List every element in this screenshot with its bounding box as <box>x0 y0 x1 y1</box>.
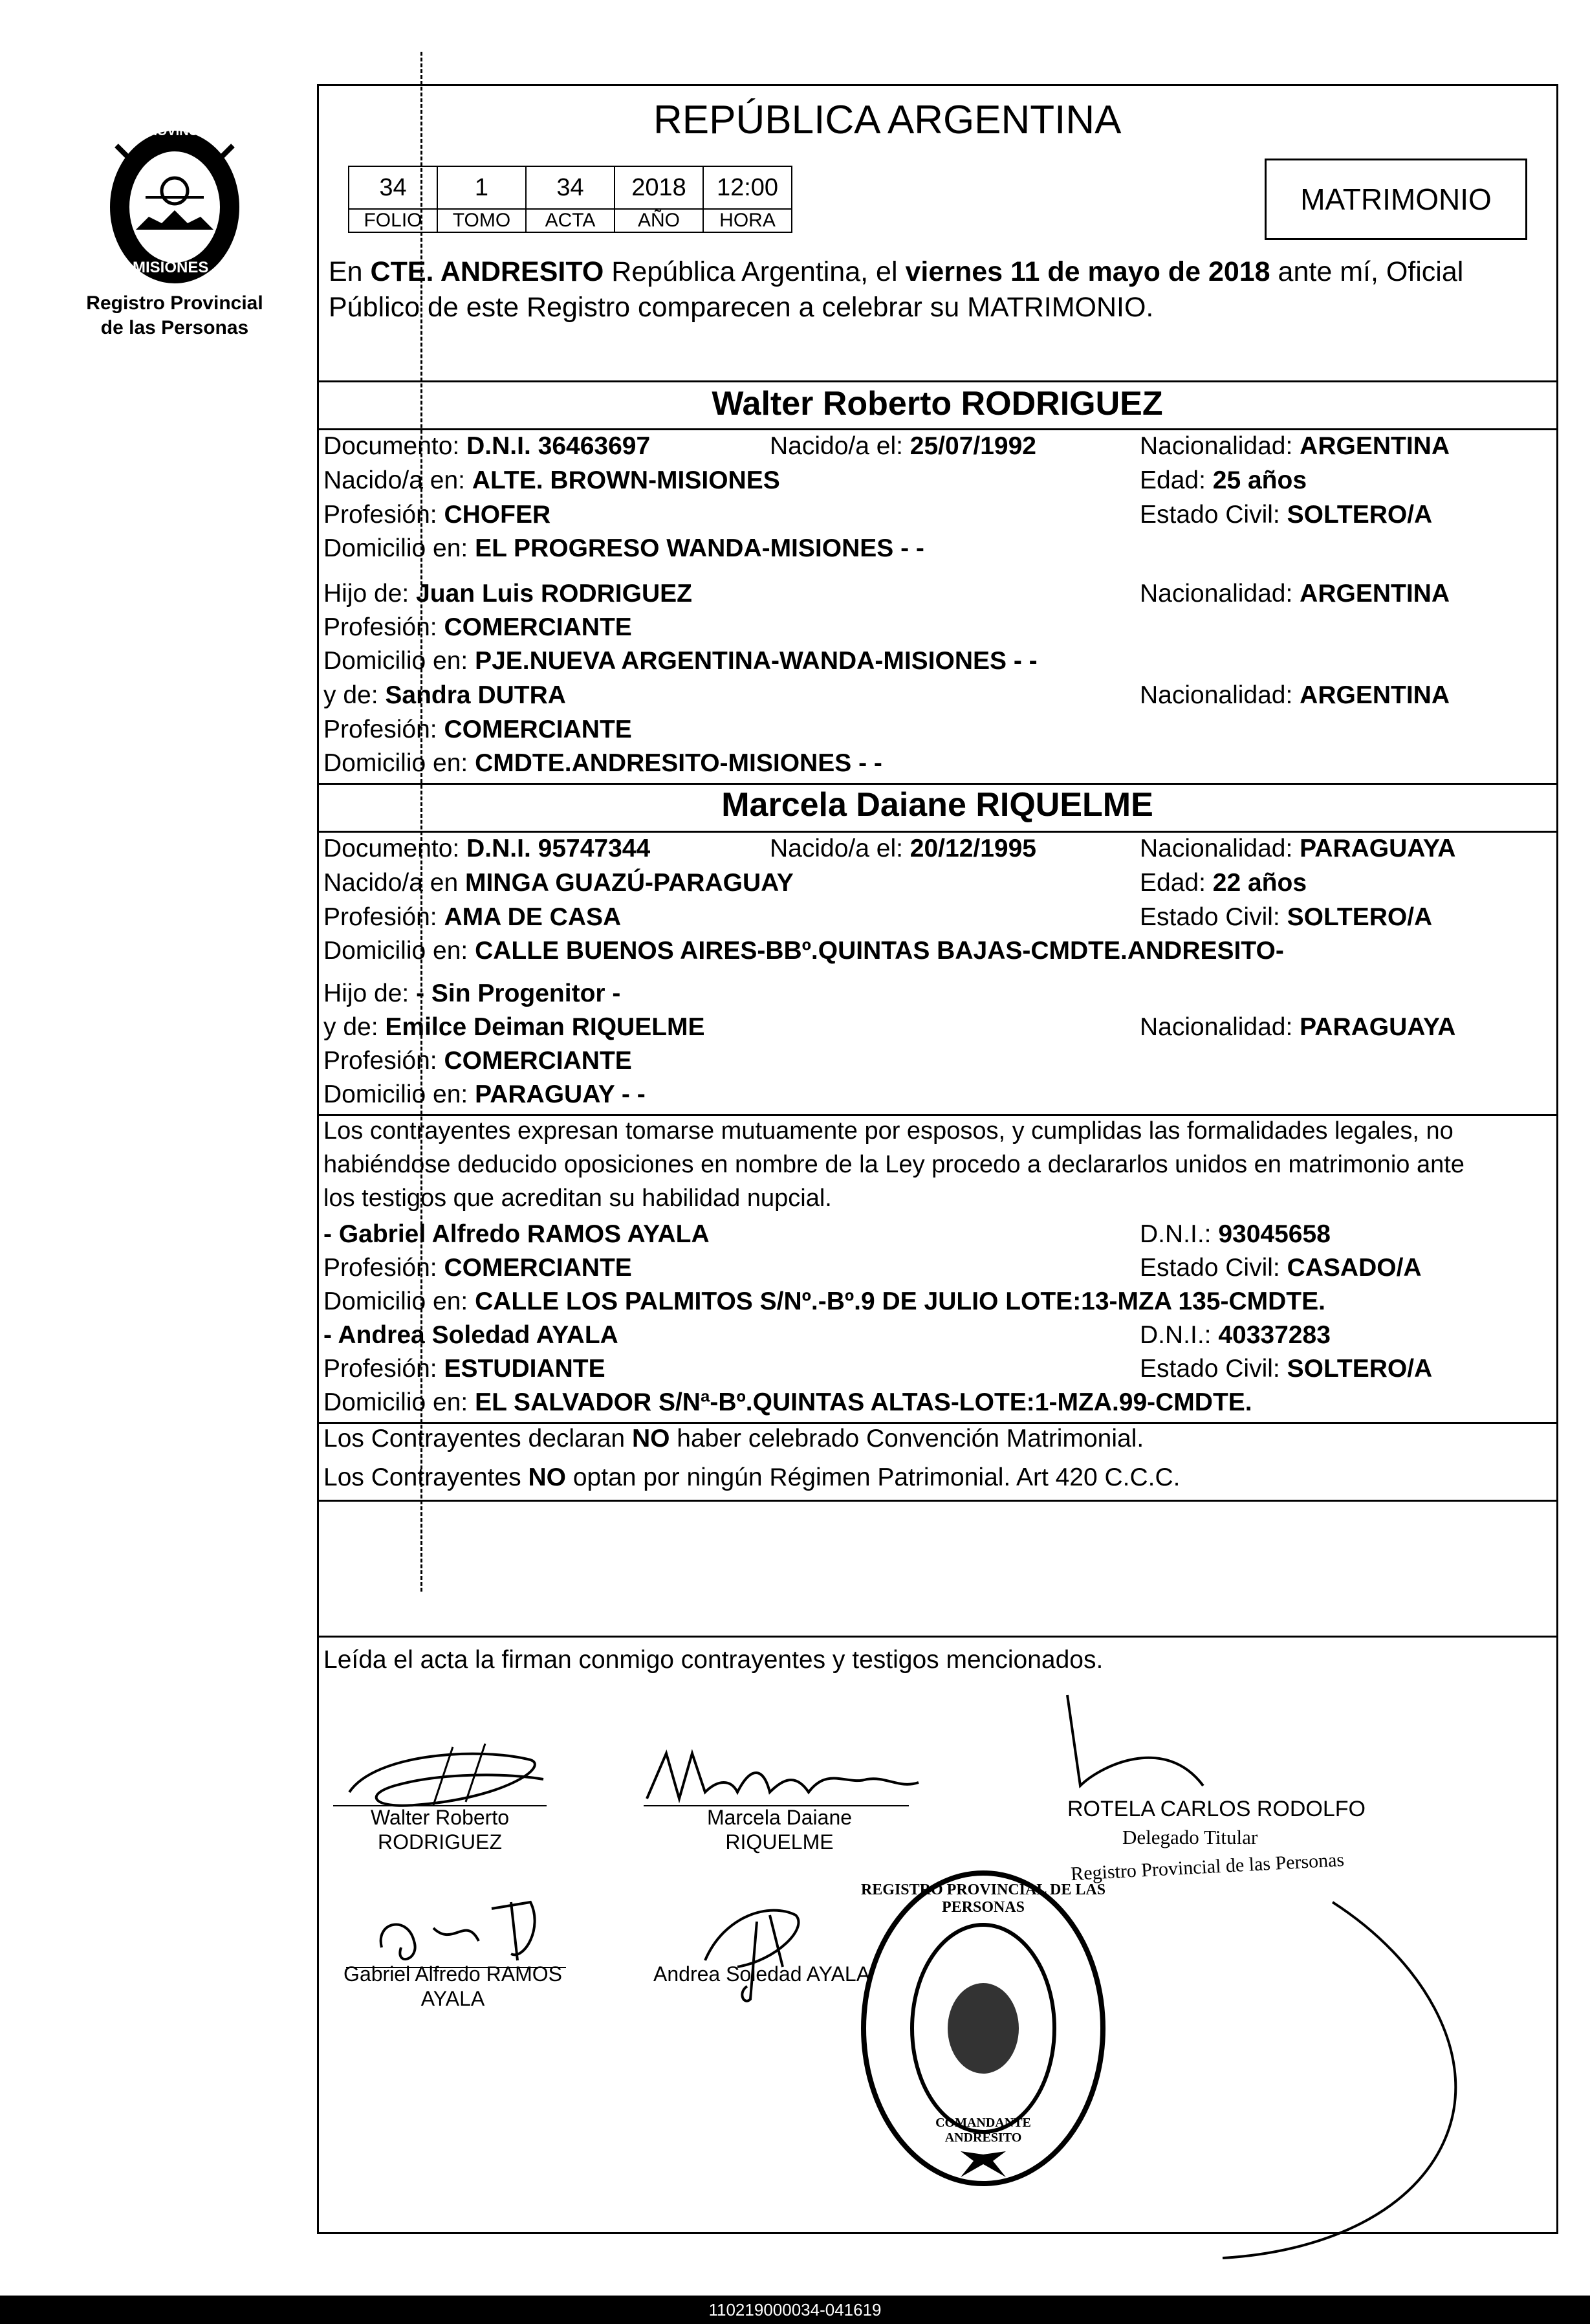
groom-prof: Profesión: CHOFER <box>323 501 551 529</box>
stamp-inner-text: COMANDANTE ANDRESITO <box>935 2116 1031 2145</box>
divider <box>317 1422 1556 1424</box>
tomo-value: 1 <box>437 166 526 209</box>
groom-dom: Domicilio en: EL PROGRESO WANDA-MISIONES - - <box>323 534 924 562</box>
signature-intro: Leída el acta la firman conmigo contrayentes y testigos mencionados. <box>323 1646 1104 1674</box>
witness-1-dni: D.N.I.: 93045658 <box>1140 1220 1331 1248</box>
witness-1-dom: Domicilio en: CALLE LOS PALMITOS S/Nº.-Bº.9 DE JULIO LOTE:13-MZA 135-CMDTE. <box>323 1288 1325 1315</box>
registry-fields <box>348 166 792 233</box>
groom-father: Hijo de: Juan Luis RODRIGUEZ <box>323 580 692 608</box>
groom-nat: Nacionalidad: ARGENTINA <box>1140 432 1450 460</box>
witness-2-civil: Estado Civil: SOLTERO/A <box>1140 1355 1433 1383</box>
intro-text: República Argentina, el <box>604 256 906 287</box>
officer-registry: Registro Provincial de las Personas <box>1070 1848 1345 1885</box>
witness-1-civil: Estado Civil: CASADO/A <box>1140 1254 1422 1282</box>
witness-1-name: - Gabriel Alfredo RAMOS AYALA <box>323 1220 710 1248</box>
witness-2-dom: Domicilio en: EL SALVADOR S/Nª-Bº.QUINTAS ALTAS-LOTE:1-MZA.99-CMDTE. <box>323 1388 1252 1416</box>
bride-nat: Nacionalidad: PARAGUAYA <box>1140 835 1456 862</box>
intro-text: ante mí, Oficial <box>1270 256 1464 287</box>
hora-value: 12:00 <box>703 166 792 209</box>
page-title: REPÚBLICA ARGENTINA <box>653 98 1122 142</box>
acta-value: 34 <box>526 166 615 209</box>
intro-date: viernes 11 de mayo de 2018 <box>905 256 1270 287</box>
folio-value: 34 <box>349 166 437 209</box>
witness-2-sig-name-1: Andrea Soledad AYALA <box>653 1962 871 1986</box>
acta-label: ACTA <box>526 209 615 232</box>
groom-birthplace: Nacido/a en: ALTE. BROWN-MISIONES <box>323 466 780 494</box>
document-code-bar <box>0 2296 1590 2324</box>
hora-label: HORA <box>703 209 792 232</box>
tomo-label: TOMO <box>437 209 526 232</box>
groom-sig-name-2: RODRIGUEZ <box>378 1830 502 1854</box>
groom-born: Nacido/a el: 25/07/1992 <box>770 432 1036 460</box>
bride-dom: Domicilio en: CALLE BUENOS AIRES-BBº.QUINTAS BAJAS-CMDTE.ANDRESITO- <box>323 937 1284 965</box>
bride-father: Hijo de: - Sin Progenitor - <box>323 980 621 1007</box>
anio-label: AÑO <box>615 209 703 232</box>
declaration-line-3: los testigos que acreditan su habilidad nupcial. <box>323 1185 832 1212</box>
divider <box>317 831 1556 833</box>
officer-name: ROTELA CARLOS RODOLFO <box>1067 1797 1366 1821</box>
bride-sig-name-2: RIQUELME <box>725 1830 834 1854</box>
bride-doc: Documento: D.N.I. 95747344 <box>323 835 651 862</box>
bride-mother: y de: Emilce Deiman RIQUELME <box>323 1013 705 1041</box>
witness-2-dni: D.N.I.: 40337283 <box>1140 1321 1331 1349</box>
witness-2-prof: Profesión: ESTUDIANTE <box>323 1355 605 1383</box>
groom-father-nat: Nacionalidad: ARGENTINA <box>1140 580 1450 608</box>
officer-title: Delegado Titular <box>1122 1826 1258 1848</box>
intro-text: En <box>329 256 371 287</box>
logo-caption-2: de las Personas <box>100 317 249 338</box>
groom-name: Walter Roberto RODRIGUEZ <box>712 385 1163 422</box>
divider <box>317 1636 1556 1638</box>
folio-label: FOLIO <box>349 209 437 232</box>
witness-1-sig-name-1: Gabriel Alfredo RAMOS <box>343 1962 562 1986</box>
divider <box>317 783 1556 785</box>
regime-line-2: Los Contrayentes NO optan por ningún Régimen Patrimonial. Art 420 C.C.C. <box>323 1463 1181 1491</box>
officer-signature <box>1061 1689 1475 2271</box>
divider <box>317 380 1556 382</box>
document-code: 110219000034-041619 <box>708 2300 882 2319</box>
bride-mother-dom: Domicilio en: PARAGUAY - - <box>323 1080 646 1108</box>
bride-prof: Profesión: AMA DE CASA <box>323 903 622 931</box>
groom-mother-dom: Domicilio en: CMDTE.ANDRESITO-MISIONES - - <box>323 749 882 777</box>
witness-2-signature <box>679 1889 847 2006</box>
bride-age: Edad: 22 años <box>1140 869 1307 897</box>
witness-1-sig-name-2: AYALA <box>420 1987 485 2010</box>
regime-line-1: Los Contrayentes declaran NO haber celebrado Convención Matrimonial. <box>323 1425 1144 1453</box>
groom-mother: y de: Sandra DUTRA <box>323 681 566 709</box>
declaration-line-1: Los contrayentes expresan tomarse mutuamente por esposos, y cumplidas las formalidades legales, no <box>323 1117 1454 1145</box>
groom-doc: Documento: D.N.I. 36463697 <box>323 432 651 460</box>
seal-text-bottom: MISIONES <box>133 259 209 276</box>
intro-line-2: Público de este Registro comparecen a celebrar su MATRIMONIO. <box>329 292 1154 323</box>
intro-place: CTE. ANDRESITO <box>370 256 604 287</box>
anio-value: 2018 <box>615 166 703 209</box>
bride-mother-nat: Nacionalidad: PARAGUAYA <box>1140 1013 1456 1041</box>
stamp-outer-text: REGISTRO PROVINCIAL DE LAS PERSONAS <box>860 1881 1106 1916</box>
divider <box>317 1500 1556 1502</box>
bride-name: Marcela Daiane RIQUELME <box>721 786 1153 824</box>
logo-caption-1: Registro Provincial <box>86 292 263 314</box>
record-type-box <box>1265 159 1527 240</box>
groom-mother-nat: Nacionalidad: ARGENTINA <box>1140 681 1450 709</box>
groom-father-dom: Domicilio en: PJE.NUEVA ARGENTINA-WANDA-MISIONES - - <box>323 647 1038 675</box>
declaration-line-2: habiéndose deducido oposiciones en nombre de la Ley procedo a declararlos unidos en matrimonio ante <box>323 1151 1465 1178</box>
groom-civil: Estado Civil: SOLTERO/A <box>1140 501 1433 529</box>
groom-father-prof: Profesión: COMERCIANTE <box>323 613 632 641</box>
divider <box>317 428 1556 430</box>
bride-civil: Estado Civil: SOLTERO/A <box>1140 903 1433 931</box>
bride-birthplace: Nacido/a en MINGA GUAZÚ-PARAGUAY <box>323 869 794 897</box>
divider <box>317 1114 1556 1116</box>
bride-sig-name-1: Marcela Daiane <box>706 1806 853 1829</box>
groom-mother-prof: Profesión: COMERCIANTE <box>323 716 632 743</box>
witness-2-name: - Andrea Soledad AYALA <box>323 1321 618 1349</box>
groom-age: Edad: 25 años <box>1140 466 1307 494</box>
record-type: MATRIMONIO <box>1300 182 1492 216</box>
seal-text-top: PROVINCIA DE <box>139 124 232 138</box>
bride-mother-prof: Profesión: COMERCIANTE <box>323 1047 632 1075</box>
bride-born: Nacido/a el: 20/12/1995 <box>770 835 1036 862</box>
groom-sig-name-1: Walter Roberto <box>371 1806 509 1829</box>
bride-signature <box>640 1740 925 1812</box>
witness-1-prof: Profesión: COMERCIANTE <box>323 1254 632 1282</box>
intro-line-1 <box>329 256 1463 288</box>
